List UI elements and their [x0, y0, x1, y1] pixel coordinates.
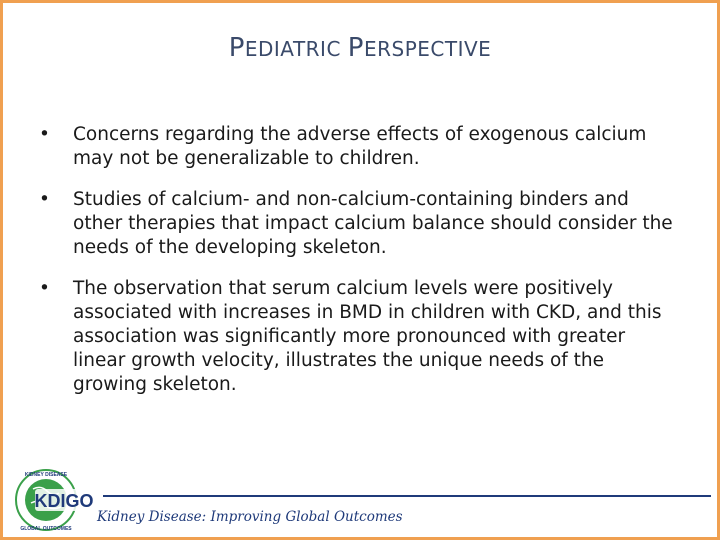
bullet-dot: •	[39, 124, 50, 145]
bullet-dot: •	[39, 189, 50, 210]
bullet-item	[39, 277, 679, 397]
bullet-list	[39, 123, 679, 414]
bullet-item	[39, 188, 679, 260]
svg-text:KIDNEY DISEASE: KIDNEY DISEASE	[24, 472, 68, 478]
logo-wordmark: KDIGO	[34, 491, 94, 511]
footer-rule	[103, 495, 711, 497]
footer-org-name: Kidney Disease: Improving Global Outcomes	[97, 509, 403, 525]
bullet-item	[39, 123, 679, 171]
title-part-2: ERSPECTIVE	[363, 37, 492, 61]
slide-title	[3, 33, 717, 63]
bullet-text: The observation that serum calcium levels were positively associated with increases in BMD in children with CKD, and this association was significantly more pronounced with greater linear growth velocity, illustrates the unique needs of the growing skeleton.	[73, 278, 662, 395]
title-part-1: EDIATRIC	[244, 37, 348, 61]
bullet-text: Concerns regarding the adverse effects of exogenous calcium may not be generalizable to children.	[73, 124, 647, 169]
kdigo-logo	[13, 467, 95, 533]
title-initial-2: P	[347, 33, 364, 63]
bullet-text: Studies of calcium- and non-calcium-containing binders and other therapies that impact calcium balance should consider the needs of the developing skeleton.	[73, 189, 673, 258]
title-initial-1: P	[228, 33, 245, 63]
bullet-dot: •	[39, 278, 50, 299]
svg-text:GLOBAL OUTCOMES: GLOBAL OUTCOMES	[20, 526, 72, 532]
